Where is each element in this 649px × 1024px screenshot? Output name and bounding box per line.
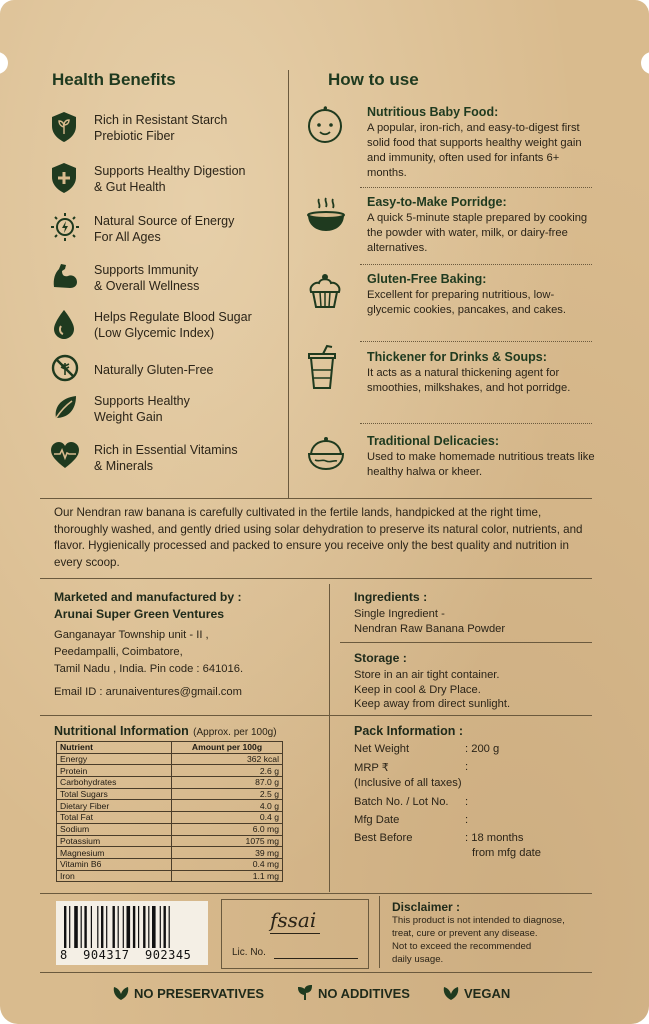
shield-leaf-icon — [50, 111, 80, 145]
fssai-license-label: Lic. No. — [232, 947, 266, 958]
benefit-label: Rich in Essential Vitamins & Minerals — [94, 443, 238, 473]
pack-info-value: : — [465, 796, 469, 808]
benefit-label: Supports Healthy Digestion & Gut Health — [94, 164, 246, 194]
usage-title: Easy-to-Make Porridge: — [367, 195, 507, 209]
tear-notch-left — [0, 52, 8, 74]
dotted-separator — [360, 187, 592, 188]
dessert-bowl-icon — [305, 434, 349, 478]
maker-email: Email ID : arunaiventures@gmail.com — [54, 686, 242, 698]
benefit-label: Naturally Gluten-Free — [94, 363, 214, 377]
disclaimer-text — [392, 914, 565, 966]
table-row — [57, 800, 283, 812]
how-to-use-title: How to use — [328, 70, 419, 89]
porridge-bowl-icon — [305, 195, 349, 239]
column-header-amount: Amount per 100g — [172, 742, 283, 754]
nutrient-name: Energy — [57, 753, 172, 765]
table-row — [57, 753, 283, 765]
nutrient-amount: 1.1 mg — [172, 870, 283, 882]
nutrient-amount: 6.0 mg — [172, 823, 283, 835]
table-row — [57, 765, 283, 777]
benefit-label: Rich in Resistant Starch Prebiotic Fiber — [94, 113, 228, 143]
usage-description: Used to make homemade nutritious treats like healthy halwa or kheer. — [367, 451, 595, 478]
nutrition-heading-row — [54, 722, 277, 740]
table-header-row — [57, 742, 283, 754]
grid-line — [40, 578, 592, 579]
table-row — [57, 823, 283, 835]
table-row — [57, 777, 283, 789]
nutrient-amount: 0.4 mg — [172, 858, 283, 870]
health-benefits-title: Health Benefits — [52, 70, 176, 89]
benefit-item — [50, 162, 280, 200]
fssai-logo-underline — [270, 933, 320, 934]
leaf-hand-icon — [50, 392, 80, 426]
no-gluten-icon — [50, 353, 80, 387]
badge-label: NO PRESERVATIVES — [134, 986, 265, 1001]
benefit-item — [50, 261, 280, 299]
table-row — [57, 858, 283, 870]
storage-line-1: Store in an air tight container. — [354, 669, 500, 681]
disclaimer-line-2: treat, cure or prevent any disease. — [392, 928, 538, 939]
nutrient-name: Total Fat — [57, 812, 172, 824]
grid-line — [40, 715, 592, 716]
maker-heading: Marketed and manufactured by : — [54, 590, 242, 604]
nutrient-name: Potassium — [57, 835, 172, 847]
nutrient-name: Protein — [57, 765, 172, 777]
pack-info-value: : — [465, 761, 469, 773]
storage-heading: Storage : — [354, 651, 407, 665]
leaf-icon — [442, 985, 460, 1001]
grid-line — [340, 642, 592, 643]
nutrient-name: Total Sugars — [57, 788, 172, 800]
table-row — [57, 812, 283, 824]
pack-info-label: (Inclusive of all taxes) — [354, 777, 462, 789]
maker-address-2: Peedampalli, Coimbatore, — [54, 646, 183, 658]
pack-info-row — [354, 761, 469, 774]
benefit-label: Natural Source of Energy For All Ages — [94, 214, 235, 244]
usage-title: Traditional Delicacies: — [367, 434, 499, 448]
grid-line — [379, 896, 380, 968]
nutrient-name: Carbohydrates — [57, 777, 172, 789]
grid-line — [40, 972, 592, 973]
nutrient-amount: 39 mg — [172, 847, 283, 859]
nutrient-amount: 2.5 g — [172, 788, 283, 800]
ingredients-line-1: Single Ingredient - — [354, 608, 445, 620]
column-header-nutrient: Nutrient — [57, 742, 172, 754]
muscle-arm-icon — [50, 261, 80, 295]
pack-info-row — [354, 832, 524, 844]
pack-info-label: Net Weight — [354, 743, 410, 755]
pack-info-value: : 18 months — [465, 832, 524, 844]
leaf-icon — [112, 985, 130, 1001]
pack-info-label: MRP ₹ — [354, 762, 389, 774]
grid-line — [40, 893, 592, 894]
baby-face-icon — [305, 105, 349, 149]
benefit-label: Helps Regulate Blood Sugar (Low Glycemic Index) — [94, 310, 252, 340]
usage-title: Gluten-Free Baking: — [367, 272, 487, 286]
dotted-separator — [360, 341, 592, 342]
storage-line-2: Keep in cool & Dry Place. — [354, 684, 481, 696]
benefit-item — [50, 212, 280, 250]
usage-title: Nutritious Baby Food: — [367, 105, 499, 119]
usage-description: A popular, iron-rich, and easy-to-digest first solid food that supports healthy weight gain and immunity, often used for infants 6+ months. — [367, 122, 582, 179]
nutrient-amount: 87.0 g — [172, 777, 283, 789]
energy-sun-icon — [50, 212, 80, 246]
drink-cup-icon — [305, 344, 349, 388]
nutrient-amount: 1075 mg — [172, 835, 283, 847]
pack-info-label: Mfg Date — [354, 814, 400, 826]
nutrient-name: Dietary Fiber — [57, 800, 172, 812]
nutrient-amount: 2.6 g — [172, 765, 283, 777]
benefit-label: Supports Healthy Weight Gain — [94, 394, 190, 424]
disclaimer-line-1: This product is not intended to diagnose, — [392, 915, 565, 926]
table-row — [57, 870, 283, 882]
nutrient-name: Iron — [57, 870, 172, 882]
column-divider — [288, 70, 289, 498]
nutrient-name: Magnesium — [57, 847, 172, 859]
table-row — [57, 847, 283, 859]
maker-company: Arunai Super Green Ventures — [54, 607, 224, 621]
fssai-box — [221, 899, 369, 969]
benefit-item — [50, 111, 280, 149]
fssai-logo: fssai — [270, 908, 317, 932]
nutrient-amount: 362 kcal — [172, 753, 283, 765]
ingredients-heading: Ingredients : — [354, 590, 428, 604]
table-row — [57, 788, 283, 800]
pack-info-value: : 200 g — [465, 743, 500, 755]
nutrition-table — [56, 741, 283, 882]
usage-description: A quick 5-minute staple prepared by cooking the powder with water, milk, or dairy-free alternatives. — [367, 212, 588, 254]
heart-pulse-icon — [50, 441, 80, 475]
badge-label: VEGAN — [464, 986, 511, 1001]
barcode-bars — [62, 906, 202, 948]
blood-drop-icon — [50, 308, 80, 342]
nutrient-amount: 4.0 g — [172, 800, 283, 812]
benefit-label: Supports Immunity & Overall Wellness — [94, 263, 200, 293]
grid-line — [329, 584, 330, 892]
disclaimer-line-3: Not to exceed the recommended — [392, 941, 532, 952]
pack-info-row — [354, 777, 462, 789]
plant-icon — [296, 985, 314, 1001]
dotted-separator — [360, 264, 592, 265]
section-divider — [40, 498, 592, 499]
badge-label: NO ADDITIVES — [318, 986, 410, 1001]
nutrient-name: Vitamin B6 — [57, 858, 172, 870]
maker-address-1: Ganganayar Township unit - II , — [54, 629, 209, 641]
usage-title: Thickener for Drinks & Soups: — [367, 350, 547, 364]
pack-info-heading: Pack Information : — [354, 724, 464, 738]
cupcake-icon — [305, 270, 349, 314]
fssai-license-line — [274, 958, 358, 959]
pack-info-value: : — [465, 814, 469, 826]
disclaimer-line-4: daily usage. — [392, 954, 444, 965]
pack-info-value: from mfg date — [472, 847, 542, 859]
barcode — [56, 901, 208, 965]
disclaimer-heading: Disclaimer : — [392, 900, 461, 914]
benefit-item — [50, 392, 280, 430]
tear-notch-right — [641, 52, 649, 74]
benefit-item — [50, 441, 280, 479]
nutrient-name: Sodium — [57, 823, 172, 835]
table-row — [57, 835, 283, 847]
usage-description: It acts as a natural thickening agent for smoothies, milkshakes, and hot porridge. — [367, 367, 571, 394]
nutrition-heading: Nutritional Information — [54, 724, 189, 738]
usage-description: Excellent for preparing nutritious, low-glycemic cookies, pancakes, and cakes. — [367, 289, 566, 316]
benefit-item — [50, 308, 280, 346]
pack-info-row — [354, 743, 500, 755]
shield-plus-icon — [50, 162, 80, 196]
pack-info-label: Batch No. / Lot No. — [354, 796, 449, 808]
maker-address-3: Tamil Nadu , India. Pin code : 641016. — [54, 663, 244, 675]
ingredients-line-2: Nendran Raw Banana Powder — [354, 623, 506, 635]
product-description: Our Nendran raw banana is carefully cultivated in the fertile lands, handpicked at the right time, thoroughly washed, and gently dried using solar dehydration to preserve its natural color, nutrients, and flavor. Hygienically processed and packed to ensure you receive only the best quality and nutrition in every scoop. — [54, 506, 583, 569]
pack-info-row — [354, 796, 469, 808]
barcode-digits: 8 904317 902345 — [60, 948, 192, 962]
nutrient-amount: 0.4 g — [172, 812, 283, 824]
pack-info-row — [354, 814, 469, 826]
dotted-separator — [360, 423, 592, 424]
pack-info-label: Best Before — [354, 832, 413, 844]
storage-line-3: Keep away from direct sunlight. — [354, 698, 511, 710]
benefit-item — [50, 353, 280, 391]
nutrition-subheading: (Approx. per 100g) — [193, 727, 277, 738]
